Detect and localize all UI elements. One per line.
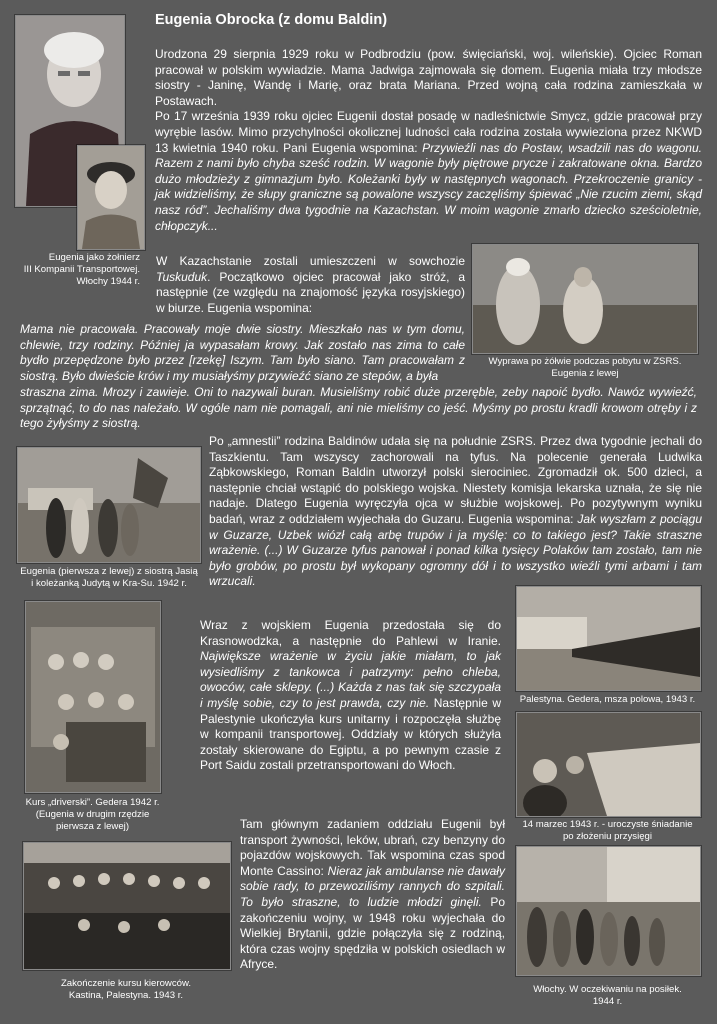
caption-line: Kastina, Palestyna. 1943 r. [68,990,184,1002]
caption-line: po złożeniu przysięgi [562,831,653,843]
amnesty-text-plain: Po „amnestii” rodzina Baldinów udała się na południe ZSRS. Przez dwa tygodnie jechali do Taszkientu. Tam wszyscy zachorowali na tyfus. Na polecenie generała Ludwika Ząbkowskiego, Roman Baldin utworzył polski sierociniec. Zgromadził ok. 500 dzieci, a następnie chciał wstąpić do polskiego wojska. Niestety komisja lekarska uznała, że się nie nadaje. Dlatego Eugenia wyręczyła ojca w służbie wojskowej. Po pozytywnym wyniku badań, wraz z oddziałem wyjechała do Guzaru. Eugenia wspomina: [209,434,702,526]
caption-course [23,978,229,1002]
page-title: Eugenia Obrocka (z domu Baldin) [155,12,388,28]
field-mass-photo [516,586,701,691]
kazakhstan-text-b: . Początkowo ojciec pracował jako stróż, a następnie (ze względu na znajomość języka rosyjskiego) w biurze. Eugenia wspomina: [156,269,465,315]
italy-meal-photo [516,846,701,976]
kazakhstan-quote-2: straszna zima. Mrozy i zawieje. Oni to nazywali buran. Musieliśmy robić duże przeręble, zeby napoić bydło. Nawóz wywieźć, sprzątnąć, to do nas należało. W ogóle nam nie pomagali, ani nie mieliśmy co jeść. Myśmy po prostu kradli krowom otręby i z tego żyłyśmy z siostrą. [20,385,697,431]
drivers-course-photo [25,601,161,793]
caption-line: pierwsza z lewej) [55,821,130,833]
soldier-portrait-photo [77,145,145,250]
italy-text [240,817,505,973]
caption-soldier [16,252,140,289]
krasu-photo [17,447,201,563]
caption-line: 1944 r. [592,996,623,1008]
course-end-photo [23,842,231,970]
kazakhstan-quote-1: Mama nie pracowała. Pracowały moje dwie siostry. Mieszkało nas w tym domu, chlewie, trzy rodziny. Później ja wypasałam krowy. Jak zostało nas zima to całe bydło przepędzone było przez [rzekę] Iszym. Tam było siano. Tam pracowałam z siostrą. Było dwieście krów i my musiałyśmy przywieźć siano ze stepów, a była [20,322,465,383]
iran-text [200,618,501,774]
amnesty-text [209,434,702,590]
iran-text-plain-1: Wraz z wojskiem Eugenia przedostała się do Krasnowodzka, a następnie do Pahlewi w Iranie. [200,618,501,648]
italy-text-plain-1: Tam głównym zadaniem oddziału Eugenii był transport żywności, leków, ubrań, czy benzyny do pojazdów wojskowych. Tak wspomina czas spod Monte Cassino: [240,817,505,878]
iran-text-plain-2: Następnie w Palestynie ukończyła kurs unitarny i rozpoczęła służbę w kompanii transportowej. Oddziały w których służyła zostały skierowane do Egiptu, a po pewnym czasie z Port Saidu zostali przetransportowani do Włoch. [200,695,501,773]
caption-line: Eugenia z lewej [551,368,619,380]
iran-quote: Największe wrażenie w życiu jakie miałam, to jak wysiedliśmy z tankowca i patrzymy: pełno chleba, owoców, całe sklepy. (...) Każda z nas tak się szczypała i myślę sobie, czy to jest prawda, czy nie. [200,649,501,710]
caption-line: Włochy. W oczekiwaniu na posiłek. [533,984,682,995]
caption-mass [505,694,710,706]
breakfast-photo [516,712,701,817]
intro-paragraph-2 [155,109,702,234]
amnesty-quote: Jak wyszłam z pociągu w Guzarze, Uzbek wiózł całą arbę trupów i ja myślę: co to takiego jest? Takie straszne wrażenie. (...) W Guzarze tyfus panował i ponad kilka tysięcy Polaków tam zostało, tam nie było grobów, po prostu był wykopany ogromny dół i to wszystko wieźli tymi arbami i tam wrzucali. [209,511,702,589]
expedition-photo [472,244,698,354]
kazakhstan-place: Tuskuduk [156,269,208,284]
caption-drivers [15,797,170,834]
caption-line: Eugenia (pierwsza z lewej) z siostrą Jasią [20,566,198,577]
kazakhstan-text-a: W Kazachstanie zostali umieszczeni w sowchozie [156,254,465,268]
intro-paragraph-2-text: Po 17 września 1939 roku ojciec Eugenii dostał posadę w nadleśnictwie Smycz, gdzie pracował przy wyrębie lasów. Mimo przychylności okolicznej ludności cała rodzina została wywieziona przez NKWD 13 kwietnia 1940 roku. Pani Eugenia wspomina: [155,109,702,155]
caption-line: Włochy 1944 r. [76,276,140,288]
kazakhstan-text [156,254,465,316]
caption-line: 14 marzec 1943 r. - uroczyste śniadanie [522,819,693,830]
intro-text [155,47,702,234]
caption-line: i koleżanką Judytą w Kra-Su. 1942 r. [31,578,187,590]
caption-line: Eugenia jako żołnierz [48,252,140,263]
intro-quote-deportation: Przywieźli nas do Postaw, wsadzili nas do wagonu. Razem z nami było chyba sześć rodzin. W wagonie były piętrowe prycze i zakratowane okna. Bardzo dużo młodzieży z gimnazjum było. Koleżanki były w następnych wagonach. Przekroczenie granicy - jak widzieliśmy, że słupy graniczne są powalone wszyscy zaczęliśmy śpiewać „Nie rzucim ziemi, skąd nasz ród”. Jechaliśmy dwa tygodnie na Kazachstan. W moim wagonie zmarło dziecko sześcioletnie, chłopczyk... [155,140,702,233]
caption-italy [505,984,710,1008]
caption-line: III Kompanii Transportowej. [23,264,140,276]
caption-krasu [14,566,204,590]
italy-quote: Nieraz jak ambulanse nie dawały sobie rady, to przewoziliśmy rannych do szpitali. To było straszne, to ludzie młodzi ginęli. [240,863,505,909]
caption-line: Zakończenie kursu kierowców. [60,978,192,989]
caption-line: Wyprawa po żółwie podczas pobytu w ZSRS. [488,356,682,367]
caption-breakfast [505,819,710,843]
caption-line: (Eugenia w drugim rzędzie [35,809,150,821]
caption-expedition [472,356,698,380]
caption-line: Palestyna. Gedera, msza polowa, 1943 r. [519,694,696,705]
caption-line: Kurs „driverski”. Gedera 1942 r. [25,797,160,808]
italy-text-plain-2: Po zakończeniu wojny, w 1948 roku wyjechała do Wielkiej Brytanii, gdzie połączyła się z rodziną, która czas wojny spędziła w polskich osiedlach w Afryce. [240,894,505,972]
intro-paragraph-1: Urodzona 29 sierpnia 1929 roku w Podbrodziu (pow. święciański, woj. wileńskie). Ojciec Roman pracował w polskim wywiadzie. Mama Jadwiga zajmowała się domem. Eugenia miała trzy młodsze siostry - Janinę, Wandę i Marię, oraz brata Mariana. Przed wojną cała rodzina zamieszkała w Postawach. [155,47,702,108]
